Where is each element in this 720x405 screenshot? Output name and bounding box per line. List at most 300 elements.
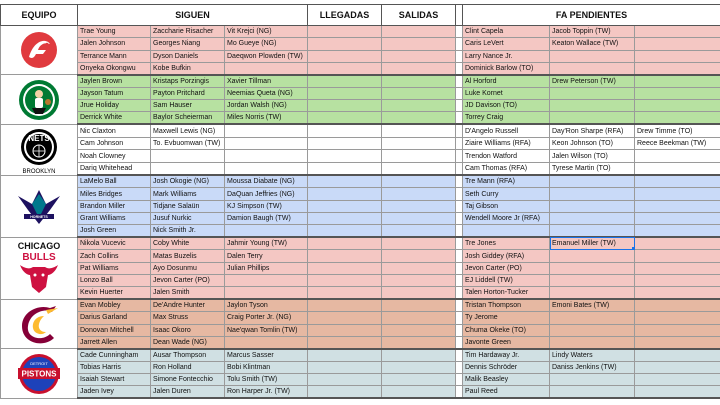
llegadas-cell[interactable] xyxy=(308,112,382,125)
siguen-cell[interactable]: Cade Cunningham xyxy=(78,349,151,362)
siguen-cell[interactable]: Nae'qwan Tomlin (TW) xyxy=(225,324,308,336)
siguen-cell[interactable]: To. Evbuomwan (TW) xyxy=(151,137,225,150)
llegadas-cell[interactable] xyxy=(308,150,382,163)
svg-text:NETS: NETS xyxy=(28,133,50,143)
siguen-cell[interactable]: Julian Phillips xyxy=(225,262,308,274)
separator-cell[interactable] xyxy=(456,374,463,386)
siguen-cell[interactable]: Simone Fontecchio xyxy=(151,374,225,386)
table-row xyxy=(1,137,720,150)
siguen-cell[interactable]: Pat Williams xyxy=(78,262,151,274)
llegadas-cell[interactable] xyxy=(308,38,382,50)
fa-cell[interactable]: Jacob Toppin (TW) xyxy=(550,26,635,38)
llegadas-cell[interactable] xyxy=(308,163,382,176)
llegadas-cell[interactable] xyxy=(308,87,382,99)
siguen-cell[interactable]: Evan Mobley xyxy=(78,299,151,312)
siguen-cell[interactable]: Derrick White xyxy=(78,112,151,125)
fa-cell[interactable]: Luke Kornet xyxy=(463,87,550,99)
salidas-cell[interactable] xyxy=(382,87,456,99)
fa-cell[interactable] xyxy=(550,262,635,274)
fa-cell[interactable] xyxy=(550,312,635,324)
siguen-cell[interactable]: Mark Williams xyxy=(151,188,225,200)
fa-cell[interactable]: Josh Giddey (RFA) xyxy=(463,250,550,262)
llegadas-cell[interactable] xyxy=(308,250,382,262)
hornets-logo-icon[interactable] xyxy=(1,175,78,237)
siguen-cell[interactable]: Damion Baugh (TW) xyxy=(225,213,308,225)
salidas-cell[interactable] xyxy=(382,137,456,150)
separator-cell[interactable] xyxy=(456,150,463,163)
fa-cell[interactable] xyxy=(635,361,720,373)
fa-cell[interactable] xyxy=(635,163,720,176)
header-llegadas[interactable]: LLEGADAS xyxy=(308,5,382,26)
siguen-cell[interactable]: Mo Gueye (NG) xyxy=(225,38,308,50)
fa-cell[interactable]: Dominick Barlow (TO) xyxy=(463,62,550,75)
fa-cell[interactable] xyxy=(550,225,635,238)
siguen-cell[interactable]: Isaiah Stewart xyxy=(78,374,151,386)
separator-cell[interactable] xyxy=(456,324,463,336)
llegadas-cell[interactable] xyxy=(308,26,382,38)
header-salidas[interactable]: SALIDAS xyxy=(382,5,456,26)
llegadas-cell[interactable] xyxy=(308,188,382,200)
fa-cell[interactable] xyxy=(635,188,720,200)
fa-cell[interactable]: Javonte Green xyxy=(463,336,550,349)
llegadas-cell[interactable] xyxy=(308,100,382,112)
siguen-cell[interactable] xyxy=(151,163,225,176)
siguen-cell[interactable]: Sam Hauser xyxy=(151,100,225,112)
salidas-cell[interactable] xyxy=(382,374,456,386)
separator-cell[interactable] xyxy=(456,225,463,238)
fa-cell[interactable]: Jevon Carter (PO) xyxy=(463,262,550,274)
salidas-cell[interactable] xyxy=(382,324,456,336)
siguen-cell[interactable]: Max Struss xyxy=(151,312,225,324)
fa-cell[interactable]: Day'Ron Sharpe (RFA) xyxy=(550,124,635,137)
fa-cell[interactable]: Drew Timme (TO) xyxy=(635,124,720,137)
siguen-cell[interactable]: Ayo Dosunmu xyxy=(151,262,225,274)
table-row xyxy=(1,87,720,99)
fa-cell[interactable] xyxy=(550,213,635,225)
llegadas-cell[interactable] xyxy=(308,287,382,300)
siguen-cell[interactable]: Moussa Diabate (NG) xyxy=(225,175,308,188)
svg-text:PISTONS: PISTONS xyxy=(21,369,57,379)
pistons-logo-icon[interactable] xyxy=(1,349,78,399)
siguen-cell[interactable]: Jevon Carter (PO) xyxy=(151,274,225,286)
llegadas-cell[interactable] xyxy=(308,336,382,349)
siguen-cell[interactable]: Kevin Huerter xyxy=(78,287,151,300)
siguen-cell[interactable]: Noah Clowney xyxy=(78,150,151,163)
fa-cell[interactable] xyxy=(635,299,720,312)
table-row xyxy=(1,200,720,212)
fa-cell[interactable]: Paul Reed xyxy=(463,386,550,399)
header-equipo[interactable]: EQUIPO xyxy=(1,5,78,26)
fa-cell[interactable]: Talen Horton-Tucker xyxy=(463,287,550,300)
svg-text:DETROIT: DETROIT xyxy=(30,360,48,366)
fa-cell[interactable]: Caris LeVert xyxy=(463,38,550,50)
fa-cell[interactable] xyxy=(635,386,720,399)
fa-cell[interactable] xyxy=(635,100,720,112)
salidas-cell[interactable] xyxy=(382,50,456,62)
fa-cell[interactable]: JD Davison (TO) xyxy=(463,100,550,112)
salidas-cell[interactable] xyxy=(382,62,456,75)
selected-cell[interactable]: Emanuel Miller (TW) xyxy=(550,237,635,250)
bulls-logo-icon[interactable] xyxy=(1,237,78,299)
llegadas-cell[interactable] xyxy=(308,50,382,62)
llegadas-cell[interactable] xyxy=(308,262,382,274)
separator-cell[interactable] xyxy=(456,75,463,88)
llegadas-cell[interactable] xyxy=(308,75,382,88)
fa-cell[interactable] xyxy=(550,324,635,336)
siguen-cell[interactable]: Nick Smith Jr. xyxy=(151,225,225,238)
fa-cell[interactable] xyxy=(635,336,720,349)
table-row xyxy=(1,274,720,286)
separator-cell[interactable] xyxy=(456,213,463,225)
fa-cell[interactable] xyxy=(635,237,720,250)
table-row xyxy=(1,175,720,188)
salidas-cell[interactable] xyxy=(382,386,456,399)
siguen-cell[interactable]: Tidjane Salaün xyxy=(151,200,225,212)
separator-cell[interactable] xyxy=(456,262,463,274)
siguen-cell[interactable]: Coby White xyxy=(151,237,225,250)
siguen-cell[interactable]: Zach Collins xyxy=(78,250,151,262)
fa-cell[interactable] xyxy=(635,225,720,238)
separator-cell[interactable] xyxy=(456,163,463,176)
fa-cell[interactable]: Emoni Bates (TW) xyxy=(550,299,635,312)
fa-cell[interactable]: Daniss Jenkins (TW) xyxy=(550,361,635,373)
siguen-cell[interactable]: Tolu Smith (TW) xyxy=(225,374,308,386)
siguen-cell[interactable]: Maxwell Lewis (NG) xyxy=(151,124,225,137)
siguen-cell[interactable]: Jalen Duren xyxy=(151,386,225,399)
separator-cell[interactable] xyxy=(456,112,463,125)
salidas-cell[interactable] xyxy=(382,336,456,349)
siguen-cell[interactable]: Vit Krejci (NG) xyxy=(225,26,308,38)
siguen-cell[interactable] xyxy=(225,163,308,176)
siguen-cell[interactable]: Isaac Okoro xyxy=(151,324,225,336)
fa-cell[interactable]: Al Horford xyxy=(463,75,550,88)
fa-cell[interactable] xyxy=(635,374,720,386)
siguen-cell[interactable]: Ausar Thompson xyxy=(151,349,225,362)
salidas-cell[interactable] xyxy=(382,163,456,176)
siguen-cell[interactable]: DaQuan Jeffries (NG) xyxy=(225,188,308,200)
separator-cell[interactable] xyxy=(456,386,463,399)
siguen-cell[interactable]: Dyson Daniels xyxy=(151,50,225,62)
fa-cell[interactable]: Cam Thomas (RFA) xyxy=(463,163,550,176)
fa-cell[interactable]: Taj Gibson xyxy=(463,200,550,212)
salidas-cell[interactable] xyxy=(382,274,456,286)
salidas-cell[interactable] xyxy=(382,213,456,225)
siguen-cell[interactable]: Jahmir Young (TW) xyxy=(225,237,308,250)
siguen-cell[interactable]: Tobias Harris xyxy=(78,361,151,373)
separator-cell[interactable] xyxy=(456,250,463,262)
siguen-cell[interactable]: Jaylen Brown xyxy=(78,75,151,88)
siguen-cell[interactable]: Matas Buzelis xyxy=(151,250,225,262)
siguen-cell[interactable]: Craig Porter Jr. (NG) xyxy=(225,312,308,324)
llegadas-cell[interactable] xyxy=(308,213,382,225)
fa-cell[interactable] xyxy=(635,112,720,125)
siguen-cell[interactable]: Jalen Johnson xyxy=(78,38,151,50)
fa-cell[interactable] xyxy=(635,312,720,324)
fa-cell[interactable]: Trendon Watford xyxy=(463,150,550,163)
siguen-cell[interactable]: Daeqwon Plowden (TW) xyxy=(225,50,308,62)
fa-cell[interactable] xyxy=(635,175,720,188)
salidas-cell[interactable] xyxy=(382,100,456,112)
table-row xyxy=(1,336,720,349)
fa-cell[interactable]: Tristan Thompson xyxy=(463,299,550,312)
fa-cell[interactable] xyxy=(635,200,720,212)
siguen-cell[interactable] xyxy=(151,150,225,163)
separator-cell[interactable] xyxy=(456,349,463,362)
fa-cell[interactable]: Lindy Waters xyxy=(550,349,635,362)
salidas-cell[interactable] xyxy=(382,112,456,125)
salidas-cell[interactable] xyxy=(382,124,456,137)
celtics-logo-icon[interactable] xyxy=(1,75,78,125)
llegadas-cell[interactable] xyxy=(308,374,382,386)
table-row xyxy=(1,26,720,38)
siguen-cell[interactable]: Jaylon Tyson xyxy=(225,299,308,312)
fa-cell[interactable] xyxy=(550,287,635,300)
fa-cell[interactable] xyxy=(550,386,635,399)
fa-cell[interactable]: D'Angelo Russell xyxy=(463,124,550,137)
siguen-cell[interactable]: Grant Williams xyxy=(78,213,151,225)
separator-cell[interactable] xyxy=(456,188,463,200)
fa-cell[interactable]: Reece Beekman (TW) xyxy=(635,137,720,150)
salidas-cell[interactable] xyxy=(382,175,456,188)
fa-cell[interactable] xyxy=(463,225,550,238)
separator-cell[interactable] xyxy=(456,287,463,300)
separator-cell[interactable] xyxy=(456,336,463,349)
siguen-cell[interactable]: Dalen Terry xyxy=(225,250,308,262)
fa-cell[interactable]: Larry Nance Jr. xyxy=(463,50,550,62)
nets-logo-icon[interactable] xyxy=(1,124,78,175)
siguen-cell[interactable]: Onyeka Okongwu xyxy=(78,62,151,75)
fa-cell[interactable] xyxy=(635,287,720,300)
separator-cell[interactable] xyxy=(456,175,463,188)
separator-cell[interactable] xyxy=(456,274,463,286)
siguen-cell[interactable]: Trae Young xyxy=(78,26,151,38)
salidas-cell[interactable] xyxy=(382,225,456,238)
cavaliers-logo-icon[interactable] xyxy=(1,299,78,349)
siguen-cell[interactable]: Payton Pritchard xyxy=(151,87,225,99)
fa-cell[interactable] xyxy=(635,349,720,362)
salidas-cell[interactable] xyxy=(382,361,456,373)
siguen-cell[interactable]: Jaden Ivey xyxy=(78,386,151,399)
siguen-cell[interactable]: LaMelo Ball xyxy=(78,175,151,188)
fa-cell[interactable]: Tre Mann (RFA) xyxy=(463,175,550,188)
llegadas-cell[interactable] xyxy=(308,312,382,324)
fa-cell[interactable] xyxy=(635,26,720,38)
siguen-cell[interactable] xyxy=(225,225,308,238)
siguen-cell[interactable] xyxy=(225,274,308,286)
fa-cell[interactable]: EJ Liddell (TW) xyxy=(463,274,550,286)
siguen-cell[interactable]: Donovan Mitchell xyxy=(78,324,151,336)
fa-cell[interactable] xyxy=(635,50,720,62)
fa-cell[interactable] xyxy=(550,274,635,286)
siguen-cell[interactable]: KJ Simpson (TW) xyxy=(225,200,308,212)
table-row xyxy=(1,75,720,88)
siguen-cell[interactable] xyxy=(225,336,308,349)
separator-cell[interactable] xyxy=(456,312,463,324)
salidas-cell[interactable] xyxy=(382,188,456,200)
llegadas-cell[interactable] xyxy=(308,175,382,188)
fa-cell[interactable] xyxy=(635,75,720,88)
fa-cell[interactable]: Jalen Wilson (TO) xyxy=(550,150,635,163)
siguen-cell[interactable]: Jalen Smith xyxy=(151,287,225,300)
llegadas-cell[interactable] xyxy=(308,299,382,312)
siguen-cell[interactable]: Brandon Miller xyxy=(78,200,151,212)
siguen-cell[interactable]: Nikola Vucevic xyxy=(78,237,151,250)
siguen-cell[interactable]: Dariq Whitehead xyxy=(78,163,151,176)
fa-cell[interactable] xyxy=(635,250,720,262)
salidas-cell[interactable] xyxy=(382,200,456,212)
siguen-cell[interactable]: Zaccharie Risacher xyxy=(151,26,225,38)
header-fa-pendientes[interactable]: FA PENDIENTES xyxy=(463,5,720,26)
separator-cell[interactable] xyxy=(456,38,463,50)
fa-cell[interactable]: Ziaire Williams (RFA) xyxy=(463,137,550,150)
salidas-cell[interactable] xyxy=(382,26,456,38)
fa-cell[interactable] xyxy=(635,87,720,99)
siguen-cell[interactable]: Bobi Klintman xyxy=(225,361,308,373)
salidas-cell[interactable] xyxy=(382,262,456,274)
siguen-cell[interactable]: Jrue Holiday xyxy=(78,100,151,112)
siguen-cell[interactable] xyxy=(225,124,308,137)
siguen-cell[interactable] xyxy=(225,62,308,75)
hawks-logo-icon[interactable] xyxy=(1,26,78,75)
fa-cell[interactable]: Seth Curry xyxy=(463,188,550,200)
llegadas-cell[interactable] xyxy=(308,225,382,238)
fa-cell[interactable]: Torrey Craig xyxy=(463,112,550,125)
separator-cell[interactable] xyxy=(456,237,463,250)
fa-cell[interactable] xyxy=(550,175,635,188)
separator-cell[interactable] xyxy=(456,26,463,38)
fa-cell[interactable]: Ty Jerome xyxy=(463,312,550,324)
fa-cell[interactable]: Tre Jones xyxy=(463,237,550,250)
siguen-cell[interactable]: Neemias Queta (NG) xyxy=(225,87,308,99)
fa-cell[interactable] xyxy=(550,112,635,125)
fa-cell[interactable] xyxy=(550,50,635,62)
llegadas-cell[interactable] xyxy=(308,349,382,362)
salidas-cell[interactable] xyxy=(382,38,456,50)
fa-cell[interactable]: Malik Beasley xyxy=(463,374,550,386)
fa-cell[interactable] xyxy=(635,213,720,225)
siguen-cell[interactable]: Xavier Tillman xyxy=(225,75,308,88)
siguen-cell[interactable]: Baylor Scheierman xyxy=(151,112,225,125)
siguen-cell[interactable]: De'Andre Hunter xyxy=(151,299,225,312)
llegadas-cell[interactable] xyxy=(308,62,382,75)
salidas-cell[interactable] xyxy=(382,299,456,312)
llegadas-cell[interactable] xyxy=(308,386,382,399)
llegadas-cell[interactable] xyxy=(308,324,382,336)
separator-cell[interactable] xyxy=(456,50,463,62)
header-separator[interactable] xyxy=(456,5,463,26)
table-row xyxy=(1,62,720,75)
fa-cell[interactable] xyxy=(550,100,635,112)
salidas-cell[interactable] xyxy=(382,287,456,300)
siguen-cell[interactable]: Dean Wade (NG) xyxy=(151,336,225,349)
salidas-cell[interactable] xyxy=(382,150,456,163)
separator-cell[interactable] xyxy=(456,87,463,99)
siguen-cell[interactable] xyxy=(225,287,308,300)
siguen-cell[interactable]: Ron Harper Jr. (TW) xyxy=(225,386,308,399)
table-row xyxy=(1,112,720,125)
siguen-cell[interactable]: Marcus Sasser xyxy=(225,349,308,362)
salidas-cell[interactable] xyxy=(382,312,456,324)
fa-cell[interactable]: Clint Capela xyxy=(463,26,550,38)
siguen-cell[interactable]: Jarrett Allen xyxy=(78,336,151,349)
svg-text:BULLS: BULLS xyxy=(22,252,56,264)
fa-cell[interactable]: Keon Johnson (TO) xyxy=(550,137,635,150)
fa-cell[interactable] xyxy=(550,62,635,75)
separator-cell[interactable] xyxy=(456,200,463,212)
fa-cell[interactable]: Dennis Schröder xyxy=(463,361,550,373)
fa-cell[interactable] xyxy=(635,62,720,75)
siguen-cell[interactable]: Jayson Tatum xyxy=(78,87,151,99)
siguen-cell[interactable]: Jusuf Nurkic xyxy=(151,213,225,225)
separator-cell[interactable] xyxy=(456,361,463,373)
llegadas-cell[interactable] xyxy=(308,124,382,137)
fa-cell[interactable]: Chuma Okeke (TO) xyxy=(463,324,550,336)
fa-cell[interactable]: Keaton Wallace (TW) xyxy=(550,38,635,50)
fa-cell[interactable] xyxy=(550,374,635,386)
siguen-cell[interactable]: Georges Niang xyxy=(151,38,225,50)
siguen-cell[interactable]: Kobe Bufkin xyxy=(151,62,225,75)
fa-cell[interactable] xyxy=(635,262,720,274)
siguen-cell[interactable]: Miles Bridges xyxy=(78,188,151,200)
fa-cell[interactable]: Drew Peterson (TW) xyxy=(550,75,635,88)
llegadas-cell[interactable] xyxy=(308,200,382,212)
fa-cell[interactable] xyxy=(550,250,635,262)
separator-cell[interactable] xyxy=(456,137,463,150)
siguen-cell[interactable]: Jordan Walsh (NG) xyxy=(225,100,308,112)
salidas-cell[interactable] xyxy=(382,349,456,362)
separator-cell[interactable] xyxy=(456,124,463,137)
header-siguen[interactable]: SIGUEN xyxy=(78,5,308,26)
siguen-cell[interactable]: Lonzo Ball xyxy=(78,274,151,286)
fa-cell[interactable] xyxy=(635,324,720,336)
fa-cell[interactable] xyxy=(550,200,635,212)
siguen-cell[interactable]: Miles Norris (TW) xyxy=(225,112,308,125)
fa-cell[interactable]: Tim Hardaway Jr. xyxy=(463,349,550,362)
siguen-cell[interactable]: Kristaps Porzingis xyxy=(151,75,225,88)
siguen-cell[interactable]: Cam Johnson xyxy=(78,137,151,150)
siguen-cell[interactable]: Josh Okogie (NG) xyxy=(151,175,225,188)
siguen-cell[interactable]: Nic Claxton xyxy=(78,124,151,137)
separator-cell[interactable] xyxy=(456,100,463,112)
fa-cell[interactable] xyxy=(550,336,635,349)
siguen-cell[interactable]: Terrance Mann xyxy=(78,50,151,62)
fa-cell[interactable] xyxy=(635,38,720,50)
table-row xyxy=(1,287,720,300)
fa-cell[interactable] xyxy=(550,188,635,200)
fa-cell[interactable] xyxy=(550,87,635,99)
siguen-cell[interactable] xyxy=(225,137,308,150)
llegadas-cell[interactable] xyxy=(308,237,382,250)
separator-cell[interactable] xyxy=(456,62,463,75)
salidas-cell[interactable] xyxy=(382,75,456,88)
llegadas-cell[interactable] xyxy=(308,361,382,373)
fa-cell[interactable] xyxy=(635,274,720,286)
separator-cell[interactable] xyxy=(456,299,463,312)
siguen-cell[interactable]: Josh Green xyxy=(78,225,151,238)
salidas-cell[interactable] xyxy=(382,237,456,250)
fa-cell[interactable] xyxy=(635,150,720,163)
siguen-cell[interactable]: Darius Garland xyxy=(78,312,151,324)
siguen-cell[interactable]: Ron Holland xyxy=(151,361,225,373)
llegadas-cell[interactable] xyxy=(308,137,382,150)
siguen-cell[interactable] xyxy=(225,150,308,163)
fill-handle[interactable] xyxy=(632,247,635,250)
salidas-cell[interactable] xyxy=(382,250,456,262)
llegadas-cell[interactable] xyxy=(308,274,382,286)
fa-cell[interactable]: Tyrese Martin (TO) xyxy=(550,163,635,176)
table-row xyxy=(1,225,720,238)
fa-cell[interactable]: Wendell Moore Jr (RFA) xyxy=(463,213,550,225)
